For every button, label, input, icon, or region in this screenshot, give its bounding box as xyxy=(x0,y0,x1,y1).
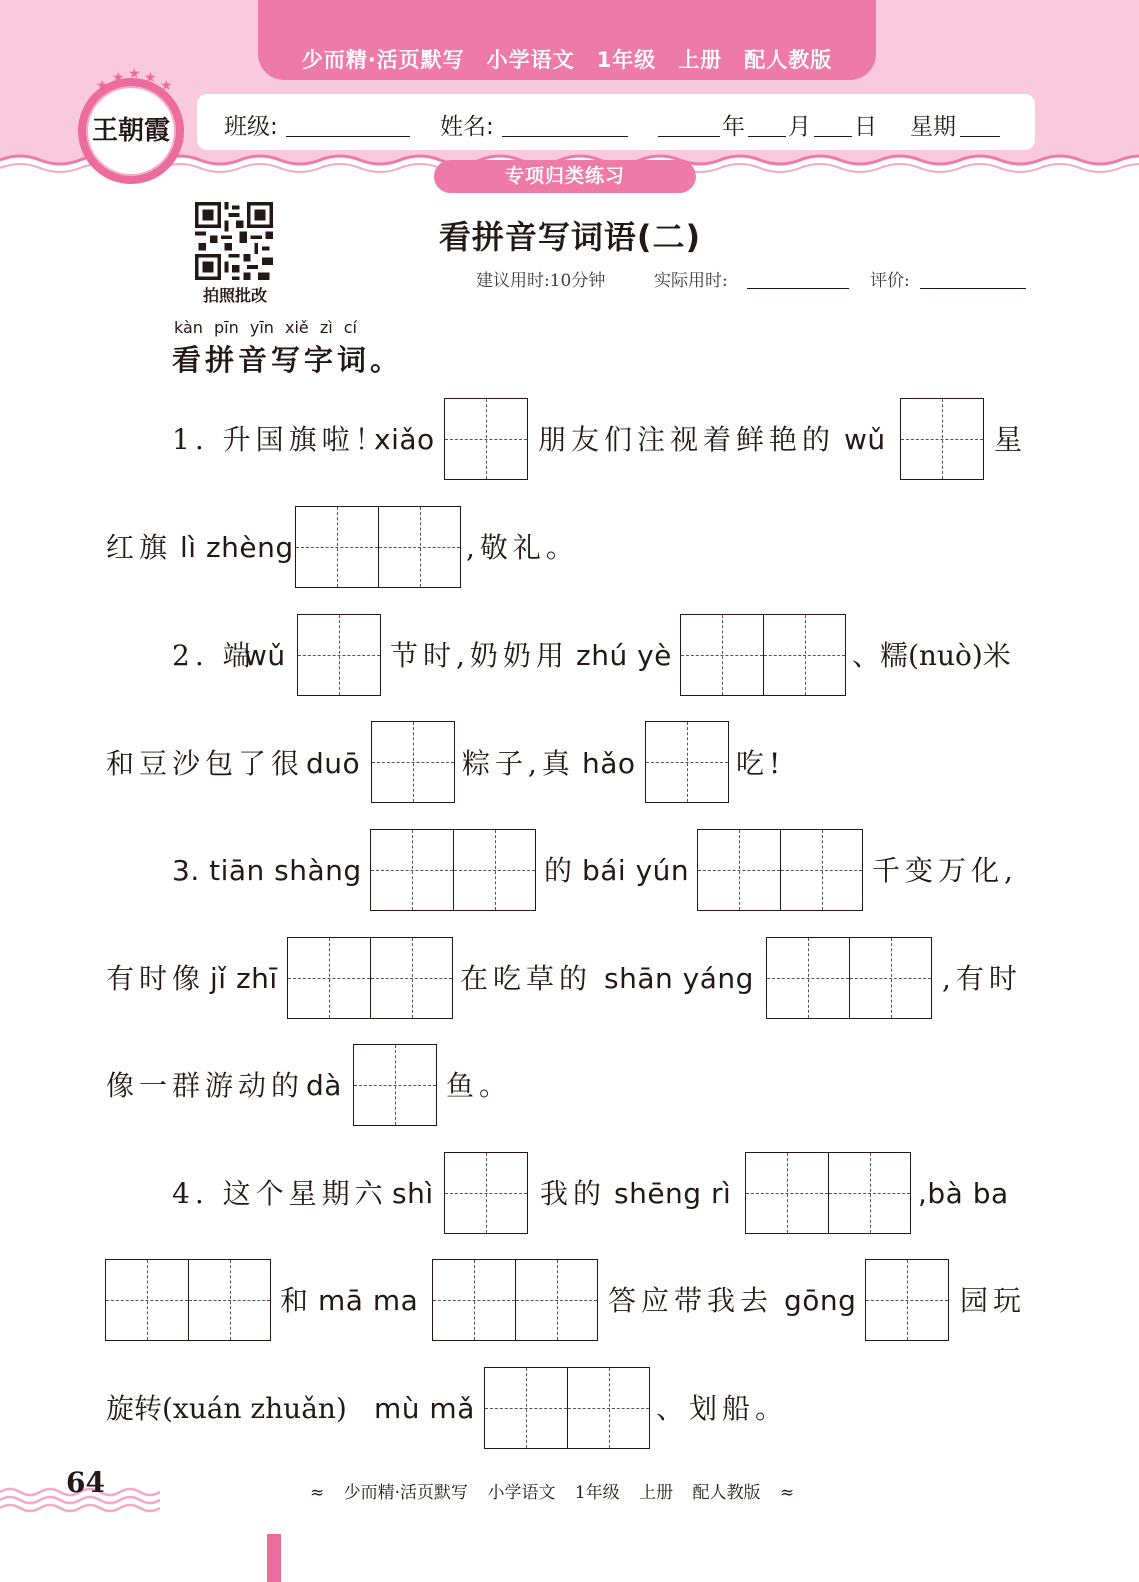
writing-cell[interactable] xyxy=(445,1153,527,1233)
rating-label: 评价: xyxy=(870,271,910,291)
pinyin-prompt: bái yún xyxy=(582,854,690,887)
writing-cell[interactable] xyxy=(453,830,535,910)
qr-caption: 拍照批改 xyxy=(202,286,267,305)
answer-boxes[interactable] xyxy=(370,829,536,911)
writing-cell[interactable] xyxy=(485,1368,567,1448)
brand-logo-text: 王朝霞 xyxy=(91,116,170,146)
exercise-text: 吃! xyxy=(736,747,786,780)
year-field[interactable] xyxy=(658,136,720,137)
exercise-text: 园玩 xyxy=(960,1284,1027,1317)
writing-cell[interactable] xyxy=(296,507,378,587)
actual-time-field[interactable] xyxy=(747,288,849,289)
writing-cell[interactable] xyxy=(515,1260,597,1340)
exercise-text: 粽子,真 xyxy=(462,747,575,780)
pinyin-prompt: wǔ xyxy=(244,639,286,672)
pinyin-prompt: shān yáng xyxy=(604,962,754,995)
exercise-text: 千变万化, xyxy=(872,854,1018,887)
writing-cell[interactable] xyxy=(288,938,370,1018)
class-label: 班级: xyxy=(224,114,278,140)
month-field[interactable] xyxy=(748,136,786,137)
section-label: 专项归类练习 xyxy=(434,160,696,193)
answer-boxes[interactable] xyxy=(432,1259,598,1341)
answer-boxes[interactable] xyxy=(287,937,453,1019)
pinyin-prompt: gōng xyxy=(784,1284,857,1317)
exercise-text: 和豆沙包了很 xyxy=(106,747,305,780)
writing-cell[interactable] xyxy=(746,1153,828,1233)
writing-cell[interactable] xyxy=(188,1260,270,1340)
writing-cell[interactable] xyxy=(445,399,527,479)
exercise-text: ,有时 xyxy=(942,962,1022,995)
page-title: 看拼音写词语(二) xyxy=(438,218,702,256)
exercise-text: 和 xyxy=(280,1284,314,1317)
footer-edge-marker xyxy=(267,1534,281,1582)
rating-field[interactable] xyxy=(920,288,1026,289)
answer-boxes[interactable] xyxy=(900,398,984,480)
exercise-text: 星 xyxy=(994,423,1028,456)
suggested-time: 建议用时:10分钟 xyxy=(476,271,606,291)
writing-cell[interactable] xyxy=(767,938,849,1018)
exercise-text: 朋友们注视着鲜艳的 xyxy=(538,423,836,456)
exercise-text: 在吃草的 xyxy=(460,962,593,995)
exercise-4-text: 4. 这个星期六 xyxy=(172,1177,388,1210)
exercise-text: 答应带我去 xyxy=(608,1284,774,1317)
writing-cell[interactable] xyxy=(354,1045,436,1125)
writing-cell[interactable] xyxy=(828,1153,910,1233)
writing-cell[interactable] xyxy=(681,615,763,695)
day-label: 日 xyxy=(854,114,877,140)
writing-cell[interactable] xyxy=(372,722,454,802)
answer-boxes[interactable] xyxy=(105,1259,271,1341)
pinyin-prompt: 3. tiān shàng xyxy=(172,854,362,887)
answer-boxes[interactable] xyxy=(745,1152,911,1234)
pinyin-prompt: mù mǎ xyxy=(374,1392,475,1425)
exercise-text: 的 xyxy=(544,854,578,887)
answer-boxes[interactable] xyxy=(297,614,381,696)
qr-code-icon[interactable] xyxy=(195,202,273,280)
writing-cell[interactable] xyxy=(378,507,460,587)
pinyin-prompt: shì xyxy=(392,1177,434,1210)
writing-cell[interactable] xyxy=(849,938,931,1018)
pinyin-prompt: lì zhèng xyxy=(180,531,294,564)
star-icon: ★ xyxy=(112,70,125,86)
series-title: 少而精·活页默写 小学语文 1年级 上册 配人教版 xyxy=(301,48,833,72)
exercise-text: 像一群游动的 xyxy=(106,1069,305,1102)
exercise-text: 我的 xyxy=(540,1177,607,1210)
star-icon: ★ xyxy=(160,78,173,94)
star-icon: ★ xyxy=(128,66,141,82)
pinyin-prompt: mā ma xyxy=(318,1284,419,1317)
exercise-text: 、糯(nuò)米 xyxy=(852,639,1011,672)
name-label: 姓名: xyxy=(440,114,494,140)
writing-cell[interactable] xyxy=(780,830,862,910)
star-icon: ★ xyxy=(144,70,157,86)
week-field[interactable] xyxy=(960,136,1000,137)
answer-boxes[interactable] xyxy=(680,614,846,696)
pinyin-prompt: dà xyxy=(306,1069,342,1102)
exercise-1-text: 1. 升国旗啦！ xyxy=(172,423,388,456)
pinyin-prompt: duō xyxy=(306,747,361,780)
answer-boxes[interactable] xyxy=(484,1367,650,1449)
writing-cell[interactable] xyxy=(371,830,453,910)
answer-boxes[interactable] xyxy=(353,1044,437,1126)
answer-boxes[interactable] xyxy=(371,721,455,803)
answer-boxes[interactable] xyxy=(444,398,528,480)
month-label: 月 xyxy=(788,114,811,140)
pinyin-prompt: hǎo xyxy=(582,747,636,780)
answer-boxes[interactable] xyxy=(295,506,461,588)
writing-cell[interactable] xyxy=(433,1260,515,1340)
exercise-text: ,敬礼。 xyxy=(466,531,579,564)
exercise-text: 红旗 xyxy=(106,531,173,564)
writing-cell[interactable] xyxy=(106,1260,188,1340)
answer-boxes[interactable] xyxy=(697,829,863,911)
writing-cell[interactable] xyxy=(298,615,380,695)
writing-cell[interactable] xyxy=(763,615,845,695)
exercise-text: 、划船。 xyxy=(656,1392,789,1425)
answer-boxes[interactable] xyxy=(766,937,932,1019)
pinyin-prompt: zhú yè xyxy=(576,639,672,672)
star-icon: ★ xyxy=(96,78,109,94)
footer-series: ≈ 少而精·活页默写 小学语文 1年级 上册 配人教版 ≈ xyxy=(310,1483,795,1503)
pinyin-prompt: jǐ zhī xyxy=(210,962,278,995)
writing-cell[interactable] xyxy=(866,1260,948,1340)
pinyin-prompt: ,bà ba xyxy=(918,1177,1009,1210)
writing-cell[interactable] xyxy=(901,399,983,479)
writing-cell[interactable] xyxy=(567,1368,649,1448)
instruction-text: 看拼音写字词。 xyxy=(172,343,404,377)
page-number: 64 xyxy=(66,1466,105,1499)
name-field[interactable] xyxy=(502,136,628,137)
exercise-2-text: 2. 端 xyxy=(172,639,256,672)
year-label: 年 xyxy=(722,114,745,140)
week-label: 星期 xyxy=(910,114,956,140)
writing-cell[interactable] xyxy=(646,722,728,802)
exercise-text: 旋转(xuán zhuǎn) xyxy=(106,1392,347,1425)
pinyin-prompt: xiǎo xyxy=(374,423,435,456)
writing-cell[interactable] xyxy=(698,830,780,910)
answer-boxes[interactable] xyxy=(645,721,729,803)
pinyin-prompt: wǔ xyxy=(844,423,886,456)
writing-cell[interactable] xyxy=(370,938,452,1018)
day-field[interactable] xyxy=(814,136,852,137)
exercise-text: 节时,奶奶用 xyxy=(390,639,569,672)
exercise-text: 鱼。 xyxy=(446,1069,513,1102)
answer-boxes[interactable] xyxy=(865,1259,949,1341)
exercise-text: 有时像 xyxy=(106,962,206,995)
actual-time-label: 实际用时: xyxy=(654,271,728,291)
instruction-pinyin: kàn pīn yīn xiě zì cí xyxy=(174,318,357,337)
answer-boxes[interactable] xyxy=(444,1152,528,1234)
pinyin-prompt: shēng rì xyxy=(614,1177,732,1210)
class-field[interactable] xyxy=(286,136,410,137)
